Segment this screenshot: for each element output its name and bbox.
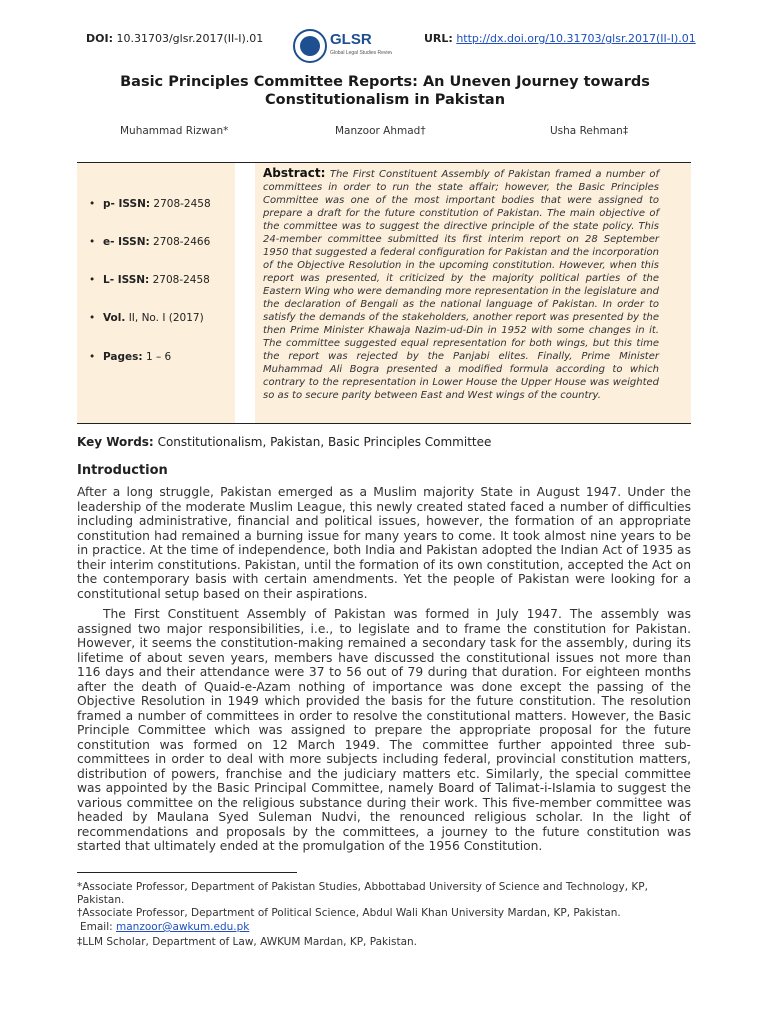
logo-text: GLSR (330, 31, 372, 48)
keywords (77, 435, 491, 449)
doi-label: DOI: (86, 32, 113, 45)
page-header (0, 30, 768, 70)
paragraph-1: After a long struggle, Pakistan emerged as a Muslim majority State in August 1947. Under the leadership of the moderate Muslim League, this newly created stated faced a number of difficulties including administrative, financial and political issues, however, the formation of an appropriate constitution had remained a burning issue for many years to come. It took almost nine years to be in practice. At the time of independence, both India and Pakistan adopted the Indian Act of 1935 as their interim constitutions. Pakistan, until the formation of its own constitution, accepted the Act on the contemporary basis with certain amendments. Yet the people of Pakistan were looking for a constitutional setup based on their aspirations. (77, 485, 691, 601)
url-link[interactable]: http://dx.doi.org/10.31703/glsr.2017(II-I).01 (456, 32, 696, 45)
abstract-label: Abstract: (263, 166, 326, 180)
meta-item: • L- ISSN: 2708-2458 (89, 274, 210, 286)
paper-title: Basic Principles Committee Reports: An Uneven Journey towards Constitutionalism in Pakistan (120, 74, 650, 108)
footnote-1: *Associate Professor, Department of Pakistan Studies, Abbottabad University of Science and Technology, KP, Pakistan. (77, 881, 648, 906)
meta-panel (77, 163, 235, 423)
author-3: Usha Rehman‡ (550, 125, 629, 137)
url (424, 32, 696, 45)
footnote-2: †Associate Professor, Department of Political Science, Abdul Wali Khan University Mardan, KP, Pakistan. (77, 907, 621, 919)
footnote-rule (77, 872, 297, 873)
meta-item: • e- ISSN: 2708-2466 (89, 236, 210, 248)
abstract (263, 167, 659, 402)
keywords-text: Constitutionalism, Pakistan, Basic Principles Committee (157, 435, 492, 449)
paragraph-2: The First Constituent Assembly of Pakistan was formed in July 1947. The assembly was assigned two major responsibilities, i.e., to legislate and to frame the constitution for Pakistan. However, it seems the constitution-making remained a secondary task for the assembly, during its lifetime of about seven years, members have discussed the constitutional issues not more than 116 days and their attendance were 37 to 56 out of 79 during that duration. For eighteen months after the death of Quaid-e-Azam nothing of importance was done except the passing of the Objective Resolution in 1949 which provided the basis for the future constitution. The resolution framed a number of committees in order to resolve the constitutional matters. However, the Basic Principle Committee which was assigned to prepare the appropriate proposal for the future constitution was formed on 12 March 1949. The committee further appointed three sub-committees in order to deal with more subjects including federal, provincial constitution matters, distribution of powers, franchise and the judiciary matters etc. Similarly, the special committee was appointed by the Basic Principal Committee, namely Board of Talimat-i-Islamia to suggest the various committee on the religious substance during their work. This five-member committee was headed by Maulana Syed Suleman Nudvi, the renounced religious scholar. In the light of recommendations and proposals by the committees, a journey to the future constitution was started that ultimately ended at the promulgation of the 1956 Constitution. (77, 607, 691, 853)
footnote-email: Email: manzoor@awkum.edu.pk (80, 921, 250, 933)
abstract-panel (255, 163, 691, 423)
doi (86, 32, 263, 45)
footnote-3: ‡LLM Scholar, Department of Law, AWKUM Mardan, KP, Pakistan. (77, 936, 418, 948)
section-heading: Introduction (77, 463, 168, 478)
url-label: URL: (424, 32, 453, 45)
abstract-text: The First Constituent Assembly of Pakistan framed a number of committees in order to run the state affair; however, the Basic Principles Committee was one of the most important bodies that were assigned to prepare a draft for the future constitution of Pakistan. The main objective of the committee was to suggest the directive principle of the state policy. This 24-member committee submitted its first interim report on 28 September 1950 that suggested a federal configuration for Pakistan and the incorporation of the Objective Resolution in the upcoming constitution. However, when this report was presented, it criticized by the majority political parties of the Eastern Wing who were demanding more representation in the legislature and the declaration of Bengali as the national language of Pakistan. In order to satisfy the demands of the stakeholders, another report was presented by the then Prime Minister Khawaja Nazim-ud-Din in 1952 with some changes in it. The committee suggested equal representation for both wings, but this time the report was rejected by the Panjabi elites. Finally, Prime Minister Muhammad Ali Bogra presented a modified formula according to which contrary to the representation in Lower House the Upper House was weighted so as to secure parity between East and West wings of the country. (263, 169, 659, 401)
email-link[interactable]: manzoor@awkum.edu.pk (116, 921, 250, 933)
meta-item: • Pages: 1 – 6 (89, 351, 171, 363)
logo-subtitle: Global Legal Studies Review (330, 50, 392, 56)
keywords-label: Key Words: (77, 435, 154, 449)
journal-logo (292, 24, 392, 70)
abstract-box (77, 162, 691, 424)
author-2: Manzoor Ahmad† (335, 125, 426, 137)
meta-item: • p- ISSN: 2708-2458 (89, 198, 211, 210)
author-1: Muhammad Rizwan* (120, 125, 229, 137)
meta-item: • Vol. II, No. I (2017) (89, 312, 204, 324)
doi-value: 10.31703/glsr.2017(II-I).01 (116, 32, 264, 45)
